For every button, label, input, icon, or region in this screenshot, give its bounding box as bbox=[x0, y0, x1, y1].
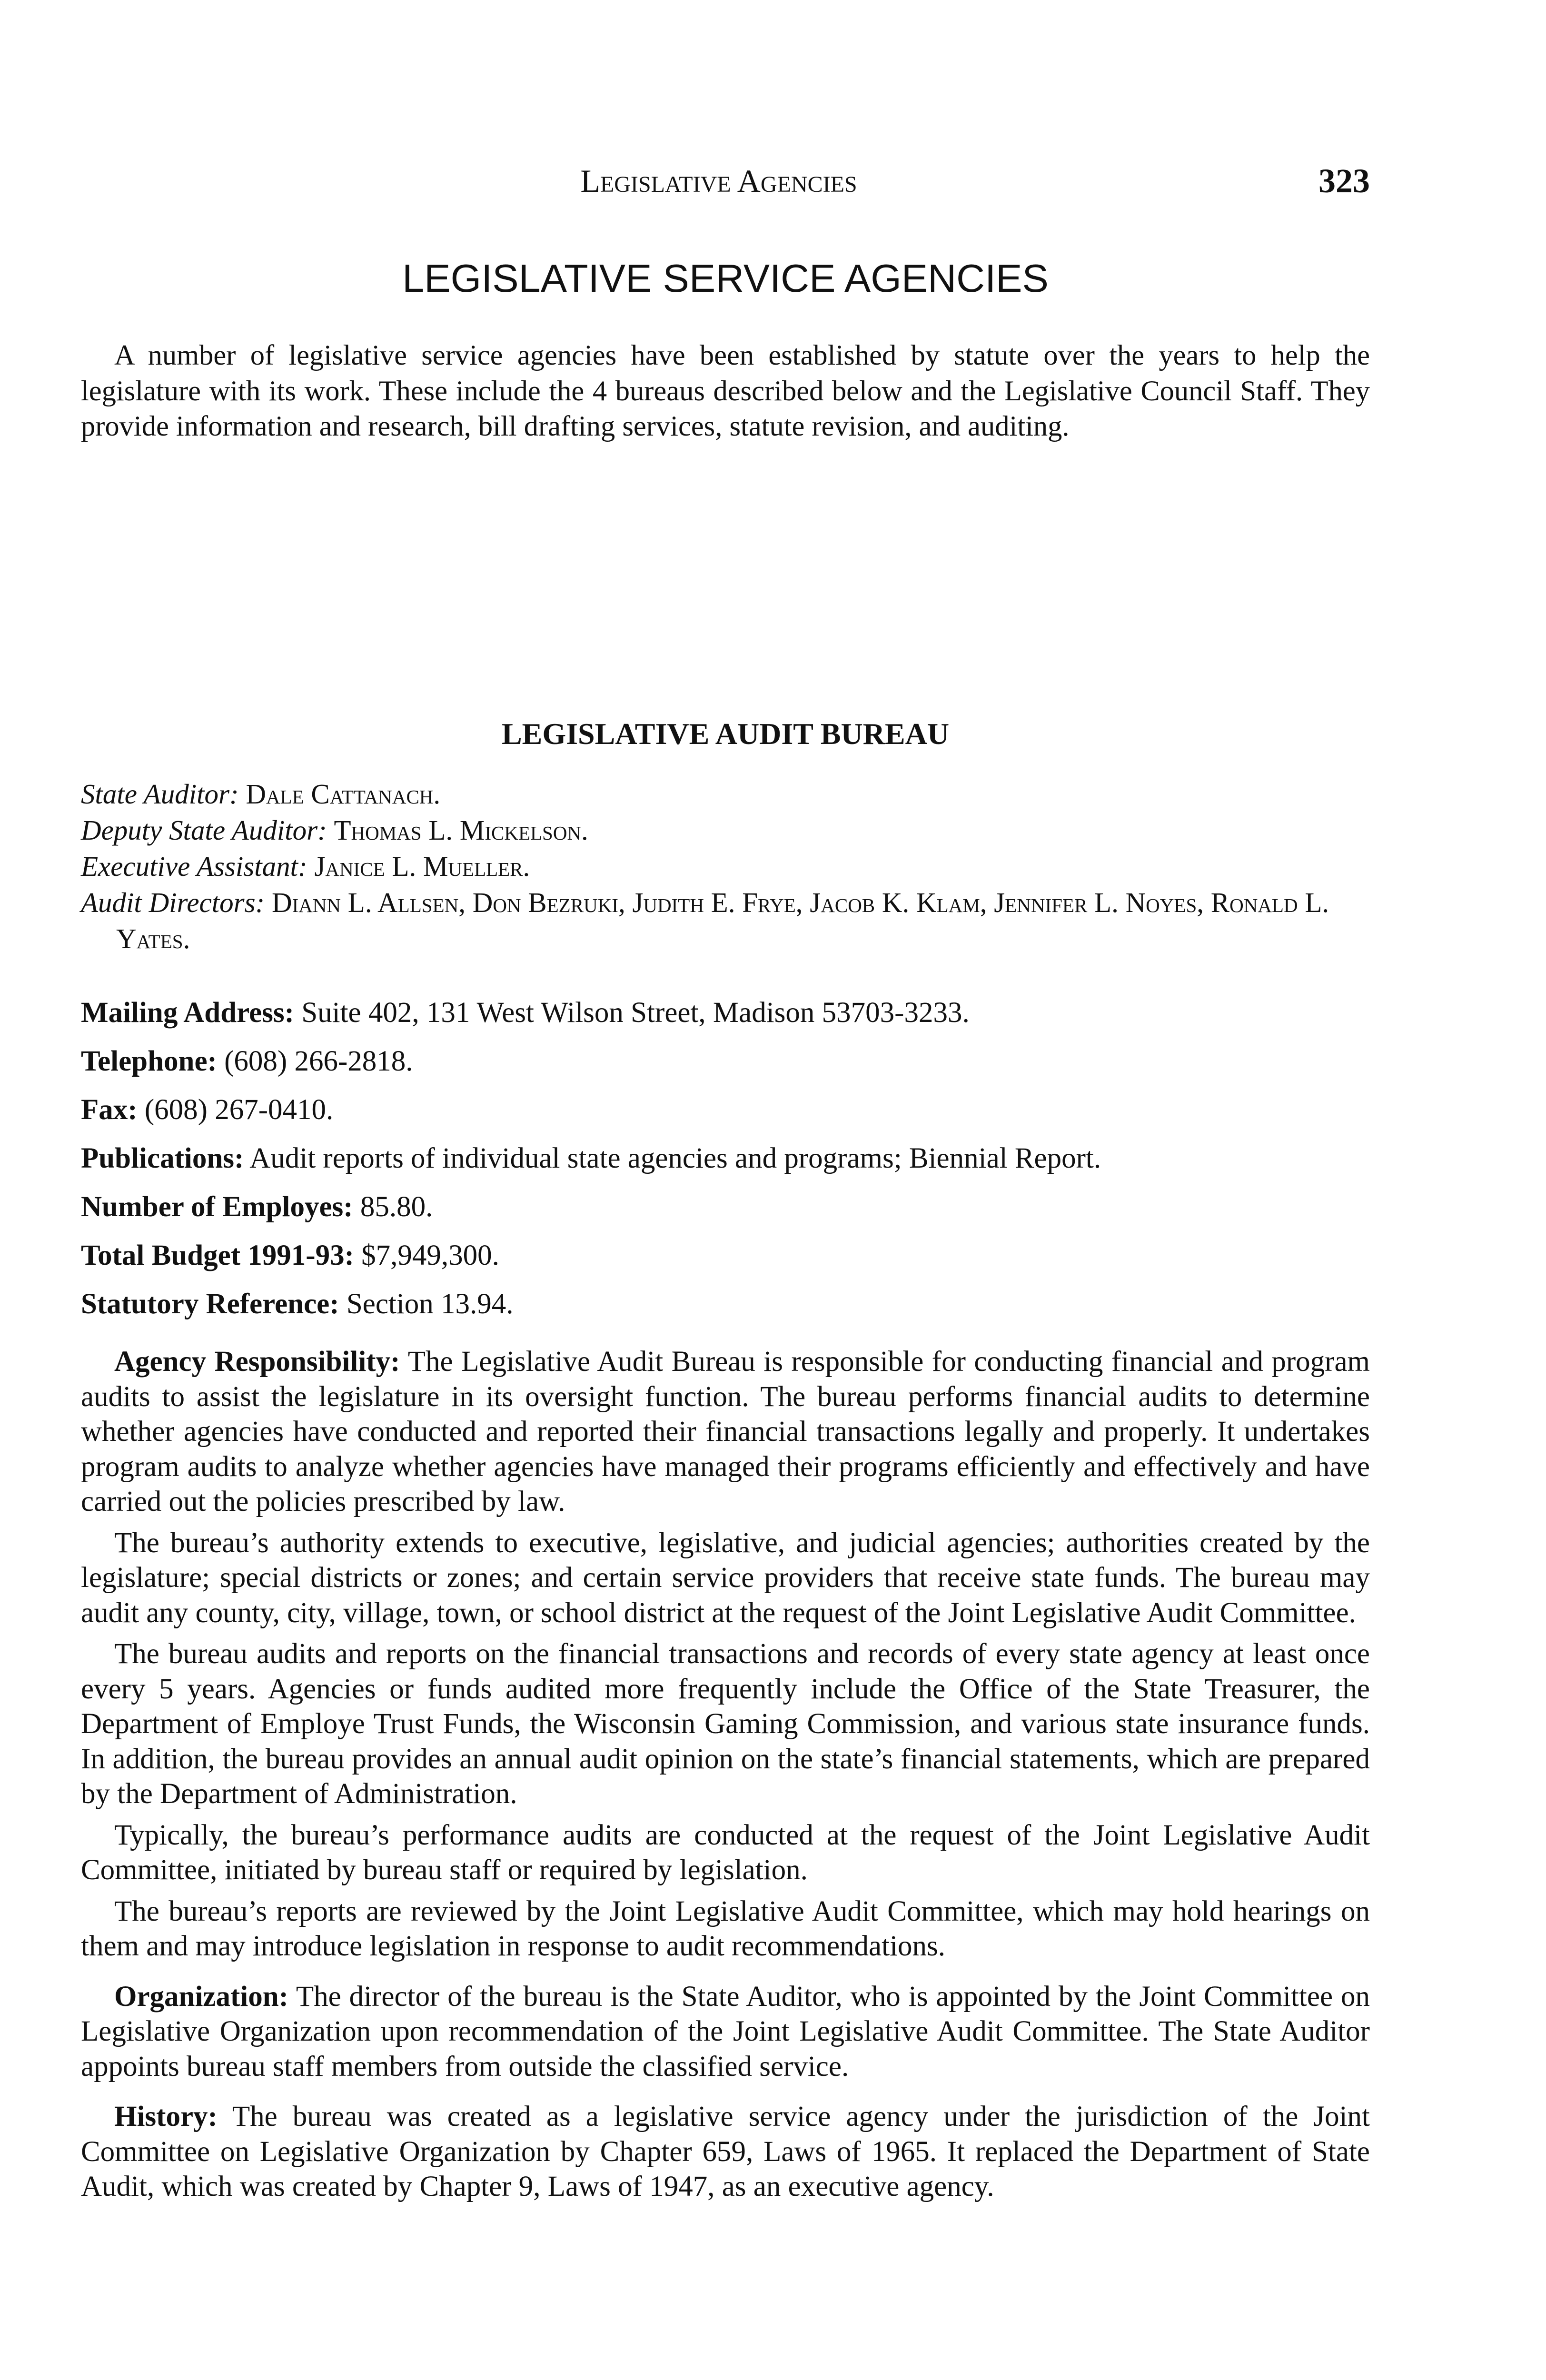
running-header-title: Legislative Agencies bbox=[580, 163, 857, 199]
paragraph-text: The director of the bureau is the State Auditor, who is appointed by the Joint Committee on Legislative Organization upon recommendation of the Joint Legislative Audit Committee. The State Auditor appoints bureau staff members from outside the classified service. bbox=[81, 1980, 1370, 2082]
paragraph-performance-audits bbox=[81, 1818, 1370, 1888]
intro-paragraph: A number of legislative service agencies have been established by statute over the years to help the legislature with its work. These include the 4 bureaus described below and the Legislative Council Staff. They provide information and research, bill drafting services, statute revision, and auditing. bbox=[81, 339, 1370, 442]
fact-label: Telephone: bbox=[81, 1045, 217, 1077]
fact-mailing-address bbox=[81, 996, 1370, 1030]
paragraph-reports-reviewed bbox=[81, 1894, 1370, 1964]
staff-entry-audit-directors bbox=[81, 884, 1370, 957]
staff-names: Janice L. Mueller. bbox=[314, 851, 530, 882]
section-title: LEGISLATIVE SERVICE AGENCIES bbox=[402, 256, 1049, 300]
paragraph-agency-responsibility bbox=[81, 1344, 1370, 1519]
fact-label: Mailing Address: bbox=[81, 997, 294, 1029]
paragraph-text: The bureau’s authority extends to executive, legislative, and judicial agencies; authorities created by the legislature; special districts or zones; and certain service providers that receive state funds. The bureau may audit any county, city, village, town, or school district at the request of the Joint Legislative Audit Committee. bbox=[81, 1527, 1370, 1629]
paragraph-organization bbox=[81, 1979, 1370, 2084]
paragraph-label: Organization: bbox=[114, 1980, 288, 2013]
fact-value: Suite 402, 131 West Wilson Street, Madison 53703-3233. bbox=[301, 997, 970, 1029]
fact-value: Section 13.94. bbox=[346, 1288, 514, 1320]
fact-statutory-reference bbox=[81, 1287, 1370, 1321]
fact-label: Statutory Reference: bbox=[81, 1288, 339, 1320]
paragraph-text: The bureau’s reports are reviewed by the Joint Legislative Audit Committee, which may hold hearings on them and may introduce legislation in response to audit recommendations. bbox=[81, 1895, 1370, 1962]
paragraph-history bbox=[81, 2099, 1370, 2204]
fact-label: Publications: bbox=[81, 1142, 244, 1174]
staff-names: Dale Cattanach. bbox=[246, 778, 441, 810]
fact-value: $7,949,300. bbox=[361, 1240, 499, 1271]
fact-value: (608) 266-2818. bbox=[224, 1045, 413, 1077]
body-text bbox=[81, 1344, 1370, 2211]
staff-role: Audit Directors: bbox=[81, 887, 265, 918]
staff-list bbox=[81, 776, 1370, 957]
paragraph-text: Typically, the bureau’s performance audits are conducted at the request of the Joint Legislative Audit Committee, initiated by bureau staff or required by legislation. bbox=[81, 1819, 1370, 1886]
fact-label: Number of Employes: bbox=[81, 1191, 353, 1223]
paragraph-audits-and-reports bbox=[81, 1636, 1370, 1812]
paragraph-label: History: bbox=[114, 2101, 218, 2132]
paragraph-text: The bureau was created as a legislative service agency under the jurisdiction of the Joint Committee on Legislative Organization by Chapter 659, Laws of 1965. It replaced the Department of State Audit, which was created by Chapter 9, Laws of 1947, as an executive agency. bbox=[81, 2101, 1370, 2202]
staff-role: State Auditor: bbox=[81, 778, 239, 810]
fact-fax bbox=[81, 1093, 1370, 1127]
fact-number-of-employes bbox=[81, 1190, 1370, 1224]
staff-names: Thomas L. Mickelson. bbox=[334, 814, 588, 846]
staff-role: Executive Assistant: bbox=[81, 851, 307, 882]
fact-label: Fax: bbox=[81, 1094, 138, 1126]
fact-total-budget bbox=[81, 1239, 1370, 1273]
paragraph-label: Agency Responsibility: bbox=[114, 1346, 400, 1378]
fact-value: (608) 267-0410. bbox=[144, 1094, 334, 1126]
staff-entry-deputy-state-auditor bbox=[81, 812, 1370, 848]
staff-names: Diann L. Allsen, Don Bezruki, Judith E. Frye, Jacob K. Klam, Jennifer L. Noyes, Ronald L. Yates. bbox=[116, 887, 1329, 954]
paragraph-text: The bureau audits and reports on the financial transactions and records of every state agency at least once every 5 years. Agencies or funds audited more frequently include the Office of the State Treasurer, the Department of Employe Trust Funds, the Wisconsin Gaming Commission, and various state insurance funds. In addition, the bureau provides an annual audit opinion on the state’s financial statements, which are prepared by the Department of Administration. bbox=[81, 1638, 1370, 1810]
fact-list bbox=[81, 996, 1370, 1336]
page-number: 323 bbox=[1318, 162, 1370, 200]
bureau-title: LEGISLATIVE AUDIT BUREAU bbox=[501, 717, 950, 751]
fact-publications bbox=[81, 1141, 1370, 1176]
fact-label: Total Budget 1991-93: bbox=[81, 1240, 354, 1271]
fact-telephone bbox=[81, 1044, 1370, 1079]
staff-entry-executive-assistant bbox=[81, 848, 1370, 884]
staff-role: Deputy State Auditor: bbox=[81, 814, 327, 846]
fact-value: 85.80. bbox=[360, 1191, 433, 1223]
staff-entry-state-auditor bbox=[81, 776, 1370, 812]
paragraph-text: The Legislative Audit Bureau is responsible for conducting financial and program audits to assist the legislature in its oversight function. The bureau performs financial audits to determine whether agencies have conducted and reported their financial transactions legally and properly. It undertakes program audits to analyze whether agencies have managed their programs efficiently and effectively and have carried out the policies prescribed by law. bbox=[81, 1346, 1370, 1517]
paragraph-authority bbox=[81, 1526, 1370, 1631]
fact-value: Audit reports of individual state agencies and programs; Biennial Report. bbox=[249, 1142, 1101, 1174]
